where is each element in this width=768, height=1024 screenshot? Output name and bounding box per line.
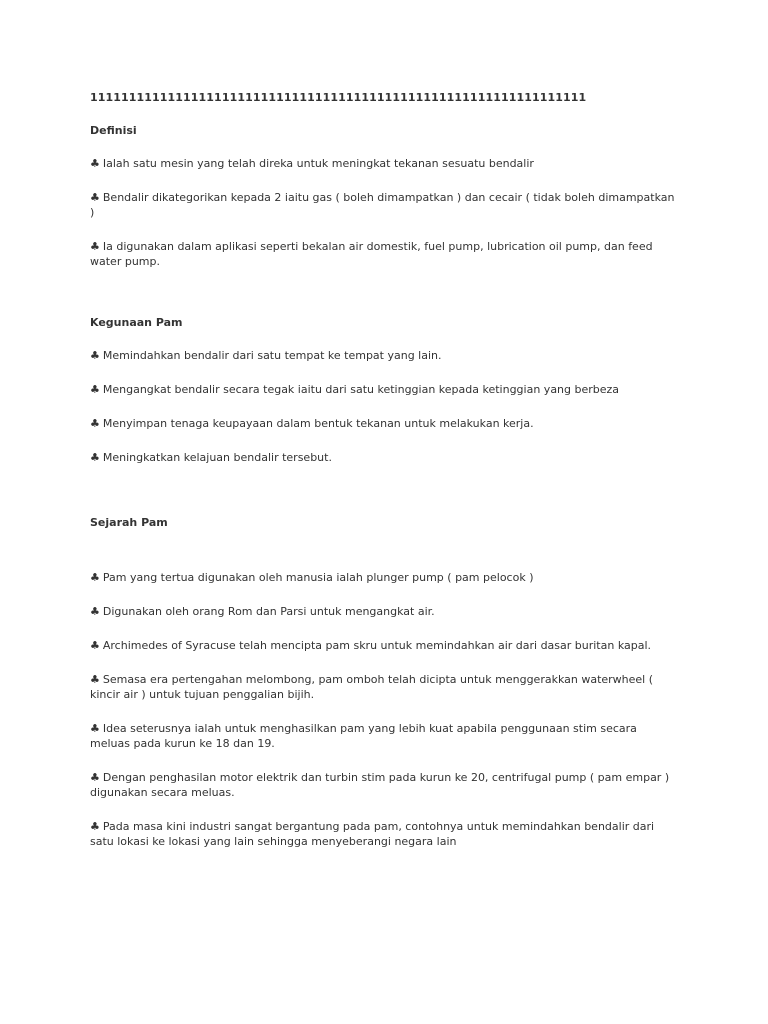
- list-item-text: Mengangkat bendalir secara tegak iaitu dari satu ketinggian kepada ketinggian yang berbeza: [102, 383, 620, 396]
- list-item-text: Archimedes of Syracuse telah mencipta pam skru untuk memindahkan air dari dasar buritan kapal.: [102, 639, 652, 652]
- list-item-text: Pada masa kini industri sangat bergantung pada pam, contohnya untuk memindahkan bendalir dari satu lokasi ke lokasi yang lain sehingga menyeberangi negara lain: [90, 820, 655, 848]
- section-spacer: [90, 484, 680, 515]
- list-item: [90, 638, 680, 653]
- list-item-text: Digunakan oleh orang Rom dan Parsi untuk mengangkat air.: [102, 605, 435, 618]
- section-title-sejarah-pam: Sejarah Pam: [90, 516, 168, 529]
- list-item-text: Ialah satu mesin yang telah direka untuk meningkat tekanan sesuatu bendalir: [102, 157, 534, 170]
- list-item-text: Dengan penghasilan motor elektrik dan turbin stim pada kurun ke 20, centrifugal pump ( pam empar ) digunakan secara meluas.: [90, 771, 670, 799]
- list-item: [90, 450, 680, 465]
- list-item: [90, 721, 680, 751]
- list-item-text: Idea seterusnya ialah untuk menghasilkan pam yang lebih kuat apabila penggunaan stim secara meluas pada kurun ke 18 dan 19.: [90, 722, 637, 750]
- club-bullet-icon: ♣: [90, 349, 100, 362]
- list-item: [90, 416, 680, 431]
- list-item-text: Semasa era pertengahan melombong, pam omboh telah dicipta untuk menggerakkan waterwheel ( kincir air ) untuk tujuan penggalian bijih.: [90, 673, 654, 701]
- list-item-text: Meningkatkan kelajuan bendalir tersebut.: [102, 451, 332, 464]
- section-spacer: [90, 548, 680, 570]
- club-bullet-icon: ♣: [90, 191, 100, 204]
- list-item-text: Memindahkan bendalir dari satu tempat ke tempat yang lain.: [102, 349, 442, 362]
- list-item: [90, 190, 680, 220]
- list-item: [90, 819, 680, 849]
- club-bullet-icon: ♣: [90, 673, 100, 686]
- club-bullet-icon: ♣: [90, 383, 100, 396]
- list-item: [90, 239, 680, 269]
- club-bullet-icon: ♣: [90, 240, 100, 253]
- list-item: [90, 672, 680, 702]
- section-title-definisi: Definisi: [90, 124, 137, 137]
- club-bullet-icon: ♣: [90, 771, 100, 784]
- list-item: [90, 604, 680, 619]
- number-rule: 1111111111111111111111111111111111111111111111111111111111111111: [90, 91, 587, 104]
- list-item-text: Ia digunakan dalam aplikasi seperti bekalan air domestik, fuel pump, lubrication oil pump, dan feed water pump.: [90, 240, 653, 268]
- club-bullet-icon: ♣: [90, 417, 100, 430]
- club-bullet-icon: ♣: [90, 639, 100, 652]
- list-item-text: Pam yang tertua digunakan oleh manusia ialah plunger pump ( pam pelocok ): [102, 571, 534, 584]
- section-spacer: [90, 288, 680, 315]
- list-item-text: Bendalir dikategorikan kepada 2 iaitu gas ( boleh dimampatkan ) dan cecair ( tidak boleh dimampatkan ): [90, 191, 675, 219]
- list-item: [90, 770, 680, 800]
- list-item: [90, 382, 680, 397]
- document-page: [90, 90, 680, 868]
- list-item: [90, 156, 680, 171]
- section-title-kegunaan-pam: Kegunaan Pam: [90, 316, 183, 329]
- club-bullet-icon: ♣: [90, 722, 100, 735]
- club-bullet-icon: ♣: [90, 571, 100, 584]
- club-bullet-icon: ♣: [90, 605, 100, 618]
- club-bullet-icon: ♣: [90, 157, 100, 170]
- club-bullet-icon: ♣: [90, 820, 100, 833]
- club-bullet-icon: ♣: [90, 451, 100, 464]
- list-item-text: Menyimpan tenaga keupayaan dalam bentuk tekanan untuk melakukan kerja.: [102, 417, 534, 430]
- list-item: [90, 570, 680, 585]
- list-item: [90, 348, 680, 363]
